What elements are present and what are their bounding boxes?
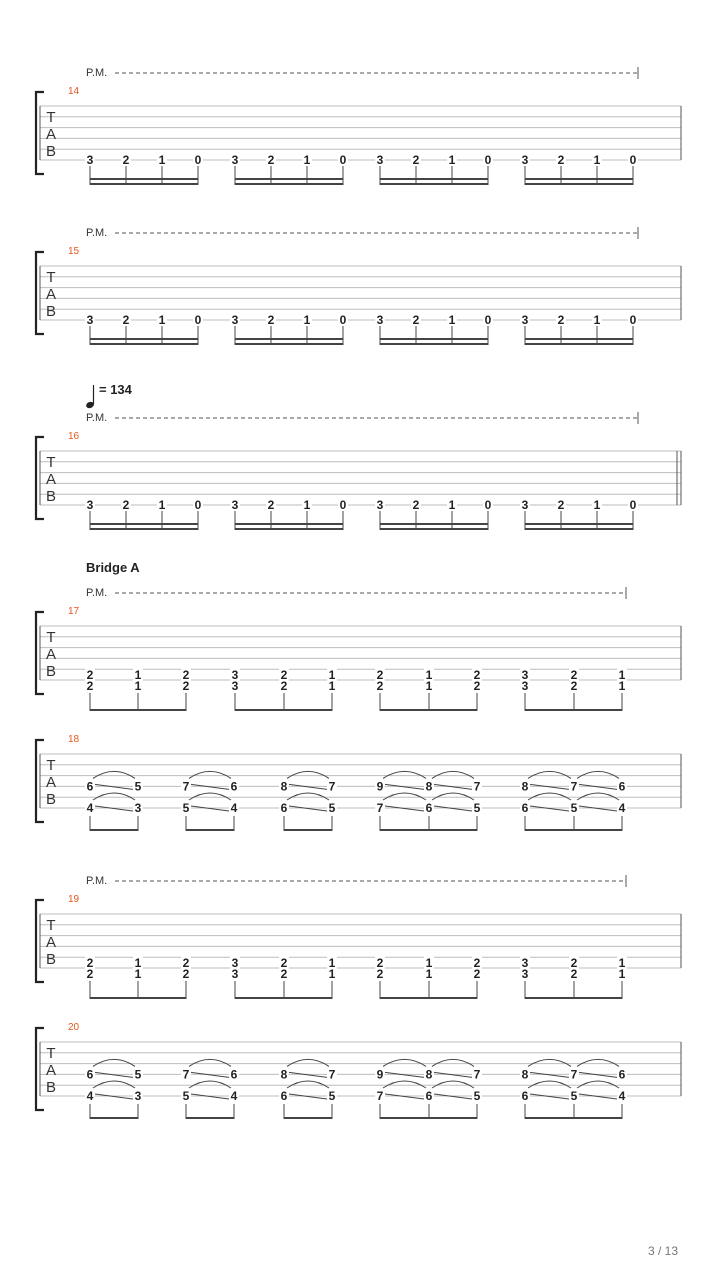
tab-letter-a: A bbox=[45, 286, 57, 303]
fret-number: 2 bbox=[122, 498, 130, 512]
fret-number-lower: 7 bbox=[376, 1089, 384, 1103]
fret-number: 1 bbox=[593, 153, 601, 167]
fret-number-lower: 2 bbox=[86, 679, 94, 693]
fret-number: 2 bbox=[412, 313, 420, 327]
fret-number: 2 bbox=[412, 153, 420, 167]
fret-number-upper: 2 bbox=[570, 956, 578, 970]
fret-number-upper: 7 bbox=[473, 1067, 481, 1082]
fret-number-lower: 3 bbox=[231, 679, 239, 693]
fret-number: 0 bbox=[629, 498, 637, 512]
fret-number: 2 bbox=[267, 498, 275, 512]
fret-number-upper: 2 bbox=[473, 668, 481, 682]
fret-number-lower: 6 bbox=[425, 1089, 433, 1103]
tab-letter-b: B bbox=[45, 143, 57, 160]
fret-number-upper: 1 bbox=[425, 668, 433, 682]
legato-arc bbox=[432, 1059, 474, 1066]
legato-arc bbox=[93, 1059, 135, 1066]
tab-letter-t: T bbox=[46, 757, 56, 774]
fret-number-upper: 2 bbox=[570, 668, 578, 682]
fret-number-upper: 6 bbox=[86, 779, 94, 794]
fret-number: 1 bbox=[303, 153, 311, 167]
fret-number-upper: 7 bbox=[328, 779, 336, 794]
tab-system-19 bbox=[36, 875, 681, 999]
bar-number: 18 bbox=[68, 734, 80, 745]
legato-arc bbox=[383, 1081, 426, 1088]
fret-number-lower: 4 bbox=[618, 1089, 626, 1103]
tab-letter-a: A bbox=[45, 934, 57, 951]
fret-number: 3 bbox=[376, 498, 384, 512]
fret-number-upper: 8 bbox=[521, 779, 529, 794]
fret-number: 1 bbox=[448, 313, 456, 327]
fret-number-upper: 3 bbox=[231, 956, 239, 970]
fret-number-upper: 8 bbox=[425, 779, 433, 794]
fret-number-lower: 1 bbox=[134, 679, 142, 693]
fret-number-lower: 4 bbox=[230, 801, 238, 815]
fret-number: 1 bbox=[448, 498, 456, 512]
tab-letter-b: B bbox=[45, 663, 57, 680]
fret-number-upper: 5 bbox=[134, 779, 142, 794]
legato-arc bbox=[577, 793, 619, 800]
fret-number-upper: 6 bbox=[618, 779, 626, 794]
bar-number: 17 bbox=[68, 606, 80, 617]
tempo-marking: = 134 bbox=[99, 382, 132, 397]
fret-number-lower: 3 bbox=[134, 1089, 142, 1103]
legato-arc bbox=[577, 771, 619, 778]
fret-number-upper: 2 bbox=[376, 668, 384, 682]
legato-arc bbox=[528, 793, 571, 800]
fret-number-lower: 3 bbox=[134, 801, 142, 815]
tab-letter-a: A bbox=[45, 774, 57, 791]
fret-number: 0 bbox=[339, 313, 347, 327]
fret-number-lower: 7 bbox=[376, 801, 384, 815]
tab-system-16 bbox=[36, 382, 681, 530]
fret-number: 1 bbox=[448, 153, 456, 167]
fret-number-upper: 2 bbox=[86, 668, 94, 682]
fret-number-lower: 5 bbox=[570, 1089, 578, 1103]
fret-number: 3 bbox=[521, 498, 529, 512]
fret-number-lower: 2 bbox=[280, 967, 288, 981]
tab-system-17 bbox=[36, 560, 681, 711]
fret-number-upper: 2 bbox=[280, 668, 288, 682]
fret-number-upper: 1 bbox=[134, 668, 142, 682]
fret-number-upper: 1 bbox=[618, 668, 626, 682]
fret-number: 1 bbox=[158, 313, 166, 327]
fret-number-upper: 3 bbox=[231, 668, 239, 682]
tab-letter-t: T bbox=[46, 109, 56, 126]
tab-letter-a: A bbox=[45, 1062, 57, 1079]
legato-arc bbox=[528, 1081, 571, 1088]
tab-system-20 bbox=[36, 1022, 681, 1119]
fret-number-lower: 4 bbox=[230, 1089, 238, 1103]
bar-number: 16 bbox=[68, 431, 80, 442]
fret-number-upper: 1 bbox=[328, 956, 336, 970]
fret-number: 1 bbox=[158, 498, 166, 512]
fret-number-lower: 2 bbox=[280, 679, 288, 693]
tab-letter-a: A bbox=[45, 471, 57, 488]
tab-letter-b: B bbox=[45, 791, 57, 808]
fret-number-lower: 5 bbox=[328, 801, 336, 815]
fret-number-upper: 2 bbox=[376, 956, 384, 970]
legato-arc bbox=[432, 1081, 474, 1088]
fret-number-lower: 1 bbox=[425, 679, 433, 693]
legato-arc bbox=[93, 771, 135, 778]
tab-letter-a: A bbox=[45, 126, 57, 143]
tab-letter-a: A bbox=[45, 646, 57, 663]
fret-number: 3 bbox=[86, 498, 94, 512]
fret-number-lower: 5 bbox=[473, 1089, 481, 1103]
legato-arc bbox=[287, 793, 329, 800]
palm-mute-label: P.M. bbox=[86, 875, 108, 887]
fret-number: 3 bbox=[376, 313, 384, 327]
tab-letter-t: T bbox=[46, 629, 56, 646]
fret-number: 2 bbox=[122, 313, 130, 327]
palm-mute-label: P.M. bbox=[86, 227, 108, 239]
fret-number-lower: 1 bbox=[618, 967, 626, 981]
fret-number-upper: 7 bbox=[182, 1067, 190, 1082]
fret-number-upper: 9 bbox=[376, 1067, 384, 1082]
fret-number: 2 bbox=[557, 313, 565, 327]
fret-number: 2 bbox=[267, 313, 275, 327]
fret-number-lower: 5 bbox=[182, 801, 190, 815]
fret-number-lower: 4 bbox=[86, 801, 94, 815]
fret-number: 2 bbox=[557, 153, 565, 167]
fret-number-lower: 5 bbox=[473, 801, 481, 815]
fret-number-upper: 2 bbox=[86, 956, 94, 970]
tab-letter-b: B bbox=[45, 951, 57, 968]
fret-number-upper: 2 bbox=[280, 956, 288, 970]
fret-number-lower: 4 bbox=[618, 801, 626, 815]
legato-arc bbox=[432, 793, 474, 800]
fret-number-upper: 6 bbox=[86, 1067, 94, 1082]
bar-number: 14 bbox=[68, 86, 80, 97]
fret-number: 0 bbox=[629, 313, 637, 327]
fret-number: 1 bbox=[158, 153, 166, 167]
fret-number-lower: 2 bbox=[376, 967, 384, 981]
tab-letter-t: T bbox=[46, 269, 56, 286]
bar-number: 19 bbox=[68, 894, 80, 905]
fret-number-upper: 6 bbox=[618, 1067, 626, 1082]
fret-number: 1 bbox=[593, 313, 601, 327]
legato-arc bbox=[189, 1059, 231, 1066]
fret-number-lower: 5 bbox=[570, 801, 578, 815]
fret-number-upper: 6 bbox=[230, 1067, 238, 1082]
fret-number-lower: 2 bbox=[473, 967, 481, 981]
fret-number: 2 bbox=[122, 153, 130, 167]
fret-number-lower: 3 bbox=[231, 967, 239, 981]
fret-number: 0 bbox=[484, 153, 492, 167]
fret-number: 3 bbox=[86, 153, 94, 167]
fret-number-upper: 8 bbox=[280, 1067, 288, 1082]
bar-number: 15 bbox=[68, 246, 80, 257]
fret-number-upper: 7 bbox=[182, 779, 190, 794]
fret-number-lower: 2 bbox=[86, 967, 94, 981]
fret-number: 3 bbox=[521, 153, 529, 167]
tab-letter-b: B bbox=[45, 303, 57, 320]
fret-number-lower: 3 bbox=[521, 967, 529, 981]
fret-number-lower: 5 bbox=[328, 1089, 336, 1103]
fret-number-upper: 8 bbox=[521, 1067, 529, 1082]
fret-number-lower: 1 bbox=[134, 967, 142, 981]
fret-number: 3 bbox=[231, 498, 239, 512]
fret-number: 3 bbox=[86, 313, 94, 327]
fret-number: 1 bbox=[303, 498, 311, 512]
fret-number-lower: 2 bbox=[570, 967, 578, 981]
fret-number: 3 bbox=[376, 153, 384, 167]
tab-system-14 bbox=[36, 67, 681, 185]
legato-arc bbox=[93, 1081, 135, 1088]
page-number: 3 / 13 bbox=[647, 1244, 678, 1258]
fret-number-upper: 2 bbox=[182, 668, 190, 682]
legato-arc bbox=[528, 771, 571, 778]
fret-number: 3 bbox=[231, 153, 239, 167]
fret-number-upper: 7 bbox=[328, 1067, 336, 1082]
tab-letter-t: T bbox=[46, 454, 56, 471]
tab-system-18 bbox=[36, 734, 681, 831]
tab-letter-t: T bbox=[46, 917, 56, 934]
fret-number: 0 bbox=[194, 498, 202, 512]
fret-number-lower: 1 bbox=[328, 967, 336, 981]
legato-arc bbox=[93, 793, 135, 800]
fret-number-upper: 7 bbox=[570, 779, 578, 794]
fret-number-upper: 8 bbox=[280, 779, 288, 794]
fret-number-lower: 6 bbox=[521, 1089, 529, 1103]
tab-letter-b: B bbox=[45, 1079, 57, 1096]
fret-number-lower: 5 bbox=[182, 1089, 190, 1103]
fret-number-lower: 4 bbox=[86, 1089, 94, 1103]
fret-number-lower: 1 bbox=[328, 679, 336, 693]
fret-number-upper: 9 bbox=[376, 779, 384, 794]
fret-number: 0 bbox=[194, 313, 202, 327]
legato-arc bbox=[189, 771, 231, 778]
legato-arc bbox=[189, 1081, 231, 1088]
fret-number-lower: 6 bbox=[280, 1089, 288, 1103]
fret-number-lower: 1 bbox=[425, 967, 433, 981]
fret-number: 0 bbox=[629, 153, 637, 167]
section-title: Bridge A bbox=[86, 560, 140, 575]
fret-number-lower: 2 bbox=[182, 679, 190, 693]
fret-number-upper: 3 bbox=[521, 956, 529, 970]
fret-number-upper: 7 bbox=[570, 1067, 578, 1082]
palm-mute-label: P.M. bbox=[86, 67, 108, 79]
fret-number-upper: 5 bbox=[134, 1067, 142, 1082]
fret-number-upper: 6 bbox=[230, 779, 238, 794]
legato-arc bbox=[287, 1081, 329, 1088]
fret-number-lower: 2 bbox=[182, 967, 190, 981]
fret-number-upper: 2 bbox=[473, 956, 481, 970]
fret-number-lower: 3 bbox=[521, 679, 529, 693]
fret-number-upper: 3 bbox=[521, 668, 529, 682]
bar-number: 20 bbox=[68, 1022, 80, 1033]
legato-arc bbox=[383, 1059, 426, 1066]
fret-number-upper: 1 bbox=[618, 956, 626, 970]
fret-number-lower: 6 bbox=[521, 801, 529, 815]
fret-number: 1 bbox=[303, 313, 311, 327]
fret-number-upper: 8 bbox=[425, 1067, 433, 1082]
fret-number: 3 bbox=[521, 313, 529, 327]
fret-number-lower: 6 bbox=[280, 801, 288, 815]
legato-arc bbox=[577, 1059, 619, 1066]
fret-number: 2 bbox=[267, 153, 275, 167]
fret-number-lower: 1 bbox=[618, 679, 626, 693]
palm-mute-label: P.M. bbox=[86, 412, 108, 424]
legato-arc bbox=[577, 1081, 619, 1088]
fret-number: 2 bbox=[557, 498, 565, 512]
fret-number-upper: 7 bbox=[473, 779, 481, 794]
fret-number-lower: 2 bbox=[376, 679, 384, 693]
legato-arc bbox=[189, 793, 231, 800]
legato-arc bbox=[528, 1059, 571, 1066]
fret-number: 0 bbox=[194, 153, 202, 167]
fret-number: 3 bbox=[231, 313, 239, 327]
legato-arc bbox=[383, 771, 426, 778]
fret-number-lower: 2 bbox=[570, 679, 578, 693]
fret-number-upper: 1 bbox=[328, 668, 336, 682]
fret-number: 0 bbox=[484, 498, 492, 512]
fret-number-lower: 2 bbox=[473, 679, 481, 693]
palm-mute-label: P.M. bbox=[86, 587, 108, 599]
legato-arc bbox=[432, 771, 474, 778]
fret-number: 0 bbox=[484, 313, 492, 327]
tab-system-15 bbox=[36, 227, 681, 345]
fret-number-upper: 1 bbox=[134, 956, 142, 970]
legato-arc bbox=[383, 793, 426, 800]
fret-number-upper: 2 bbox=[182, 956, 190, 970]
fret-number: 1 bbox=[593, 498, 601, 512]
fret-number-upper: 1 bbox=[425, 956, 433, 970]
tab-letter-t: T bbox=[46, 1045, 56, 1062]
fret-number: 0 bbox=[339, 498, 347, 512]
fret-number: 0 bbox=[339, 153, 347, 167]
fret-number-lower: 6 bbox=[425, 801, 433, 815]
tab-letter-b: B bbox=[45, 488, 57, 505]
legato-arc bbox=[287, 771, 329, 778]
fret-number: 2 bbox=[412, 498, 420, 512]
legato-arc bbox=[287, 1059, 329, 1066]
